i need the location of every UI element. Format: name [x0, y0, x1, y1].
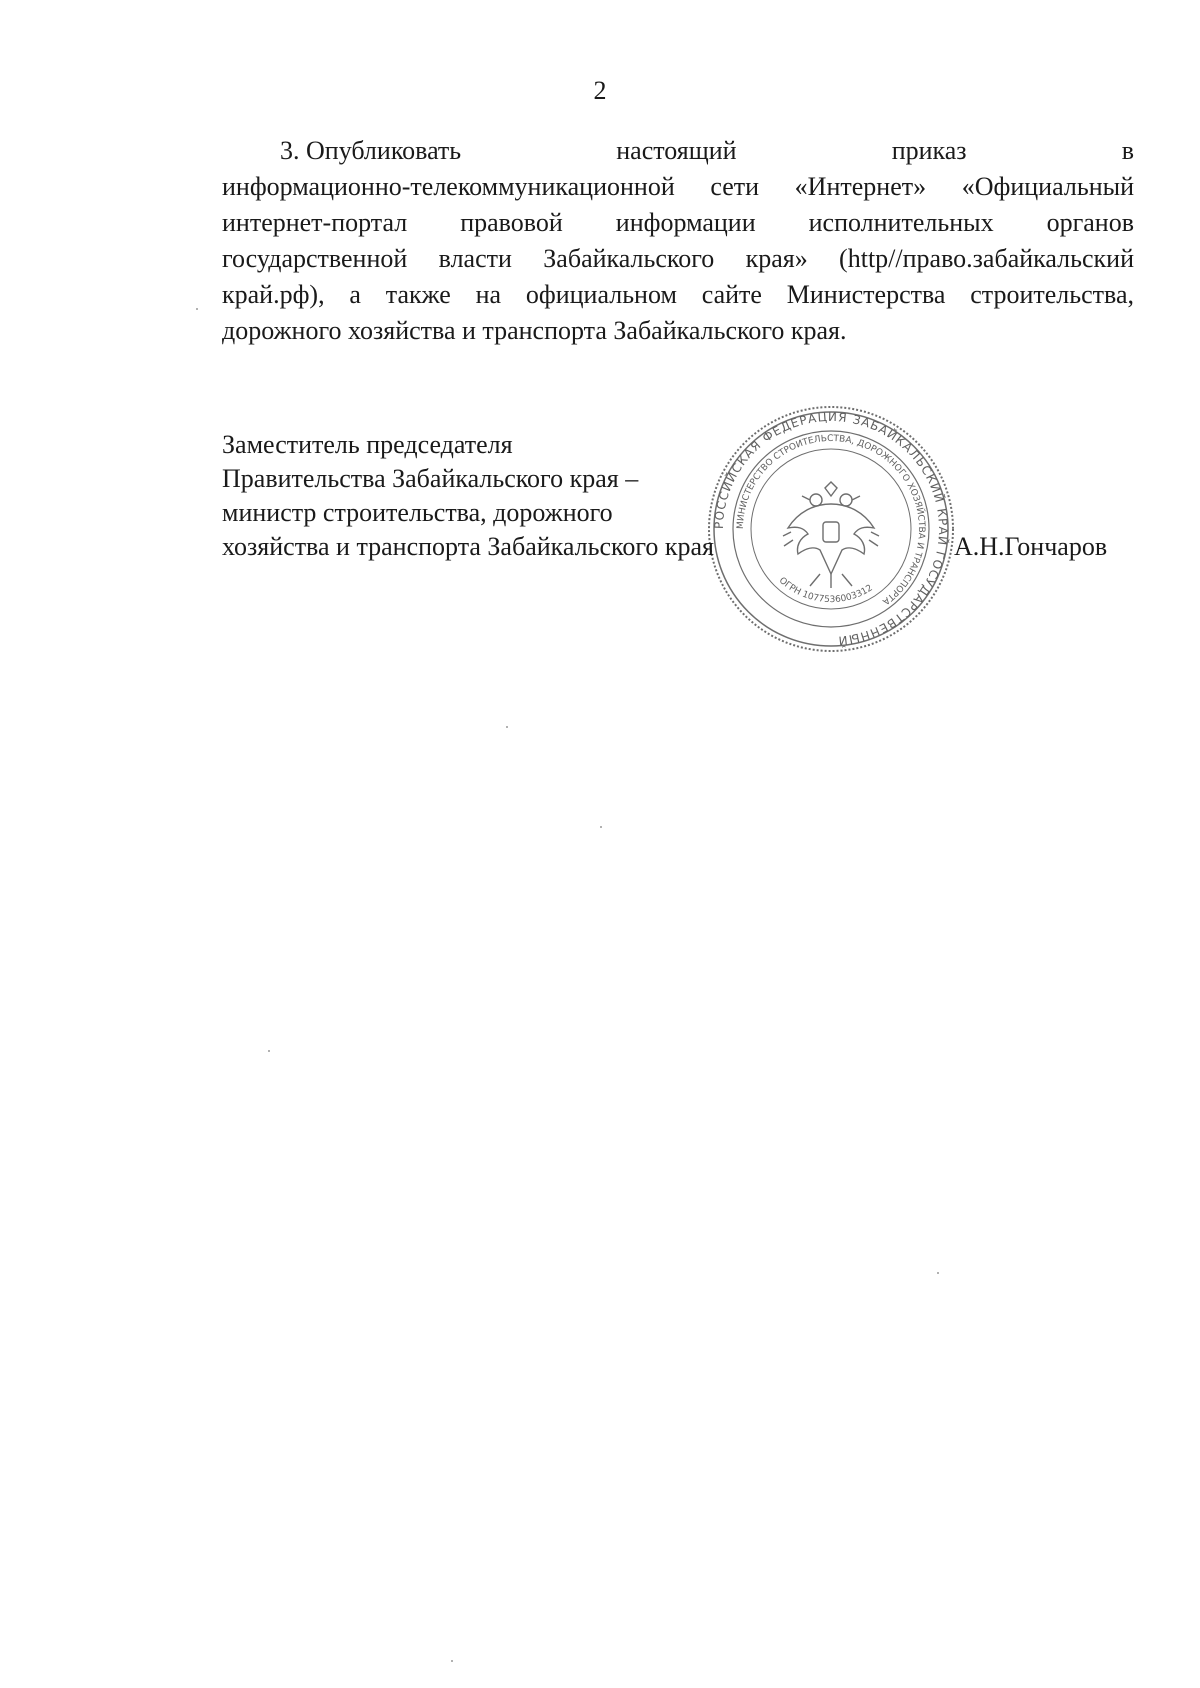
scan-speck: [196, 308, 198, 310]
paragraph-line: край.рф), а также на официальном сайте Министерства строительства,: [222, 280, 1134, 309]
paragraph-word: 3. Опубликовать: [280, 136, 462, 165]
body-paragraph: [222, 133, 1134, 349]
signature-line: Правительства Забайкальского края –: [222, 464, 639, 493]
paragraph-first-line: [222, 133, 1134, 169]
scan-speck: [600, 826, 602, 828]
scan-speck: [506, 726, 508, 728]
paragraph-word: приказ: [891, 136, 967, 165]
seal-inner-text: МИНИСТЕРСТВО СТРОИТЕЛЬСТВА, ДОРОЖНОГО ХОЗЯЙСТВА И ТРАНСПОРТА: [735, 433, 927, 607]
paragraph-line: интернет-портал правовой информации исполнительных органов: [222, 208, 1134, 237]
signature-line: министр строительства, дорожного: [222, 498, 613, 527]
page-number: 2: [593, 76, 607, 105]
seal-bottom-text: ОГРН 1077536003312: [776, 575, 875, 606]
seal-stamp: [706, 404, 956, 654]
scan-speck: [268, 1050, 270, 1052]
paragraph-line: дорожного хозяйства и транспорта Забайкальского края.: [222, 316, 847, 345]
paragraph-line: информационно-телекоммуникационной сети «Интернет» «Официальный: [222, 172, 1134, 201]
seal-graphic: [706, 404, 956, 654]
coat-of-arms-icon: [783, 482, 879, 588]
paragraph-word: в: [1121, 136, 1134, 165]
paragraph-line: государственной власти Забайкальского края» (http//право.забайкальский: [222, 244, 1134, 273]
signature-position: [222, 428, 714, 564]
scan-speck: [451, 1660, 453, 1662]
signature-line: хозяйства и транспорта Забайкальского края: [222, 532, 714, 561]
paragraph-word: настоящий: [616, 136, 737, 165]
signature-line: Заместитель председателя: [222, 430, 513, 459]
signer-name: А.Н.Гончаров: [954, 532, 1108, 561]
seal-outer-text: РОССИЙСКАЯ ФЕДЕРАЦИЯ ЗАБАЙКАЛЬСКИЙ КРАЙ ГОСУДАРСТВЕННЫЙ: [711, 409, 951, 648]
scan-speck: [937, 1272, 939, 1274]
